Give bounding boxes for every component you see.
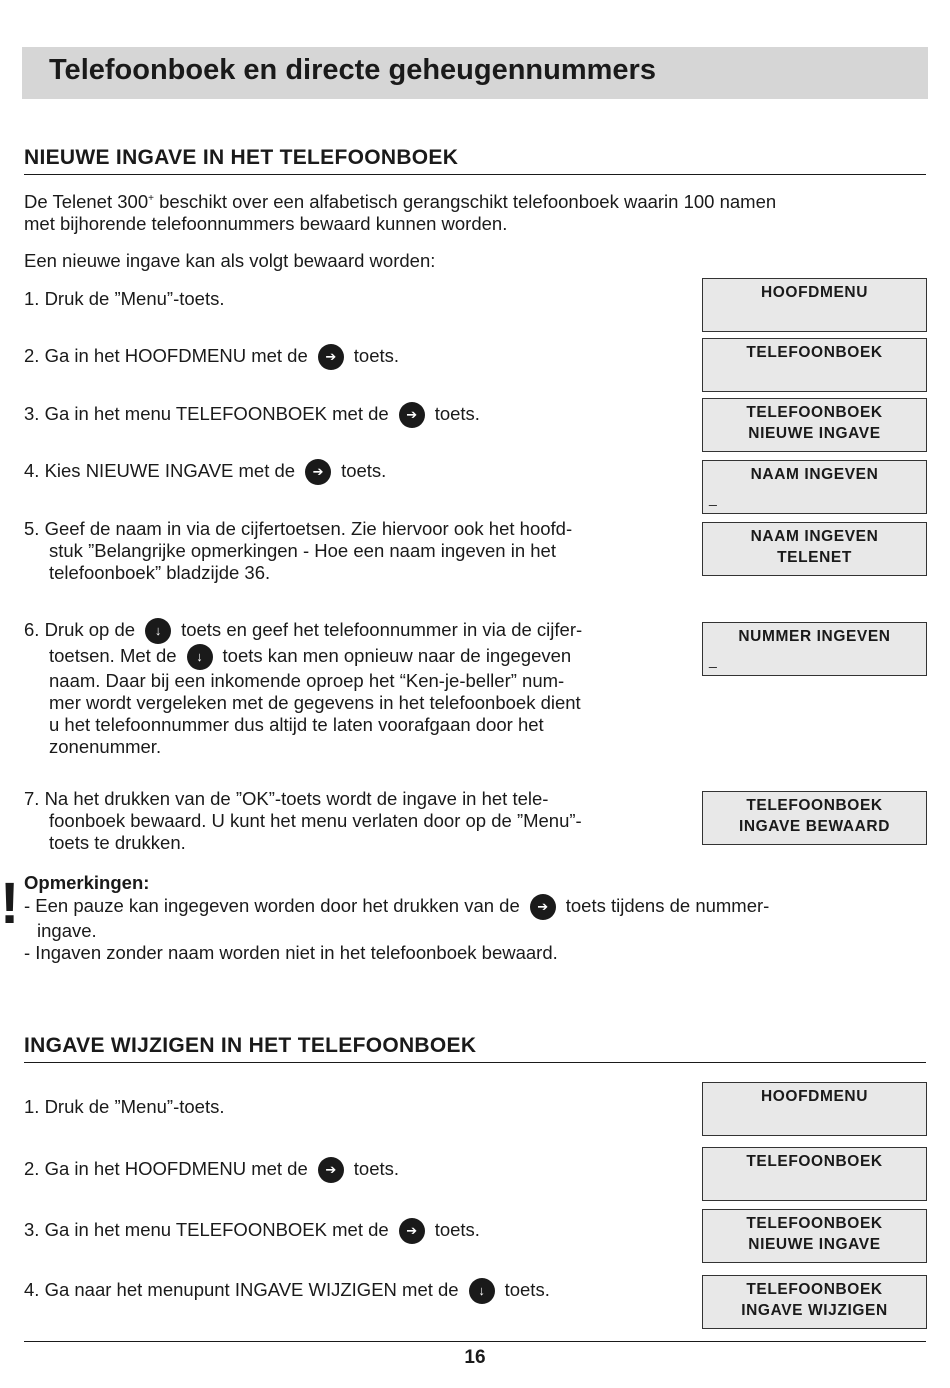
display-phonebook: TELEFOONBOEK xyxy=(702,338,927,392)
intro-text-2: Een nieuwe ingave kan als volgt bewaard worden: xyxy=(24,250,436,271)
display-main-menu: HOOFDMENU xyxy=(702,1082,927,1136)
cursor: _ xyxy=(709,490,718,506)
step-4: 4. Ga naar het menupunt INGAVE WIJZIGEN met de ↓ toets. xyxy=(24,1278,684,1304)
right-arrow-icon: ➔ xyxy=(318,1157,344,1183)
right-arrow-icon: ➔ xyxy=(318,344,344,370)
display-enter-number: NUMMER INGEVEN _ xyxy=(702,622,927,676)
down-arrow-icon: ↓ xyxy=(187,644,213,670)
step-1: 1. Druk de ”Menu”-toets. xyxy=(24,288,225,309)
step-3: 3. Ga in het menu TELEFOONBOEK met de ➔ toets. xyxy=(24,402,684,428)
display-main-menu: HOOFDMENU xyxy=(702,278,927,332)
page-number: 16 xyxy=(464,1347,486,1368)
step-7: 7. Na het drukken van de ”OK”-toets wordt de ingave in het tele- foonboek bewaard. U kunt het menu verlaten door op de ”Menu”- toets te drukken. xyxy=(24,788,582,853)
step-2: 2. Ga in het HOOFDMENU met de ➔ toets. xyxy=(24,1157,684,1183)
display-phonebook-new-entry: TELEFOONBOEK NIEUWE INGAVE xyxy=(702,1209,927,1263)
step-6: 6. Druk op de ↓ toets en geef het telefoonnummer in via de cijfer- toetsen. Met de ↓ toets kan men opnieuw naar de ingegeven naam. Daar bij een inkomende oproep het “Ken-je-beller” num- mer wordt vergeleken met de gegevens in het telefoonboek dient u het telefoonnummer dus altijd te laten voorafgaan door het zonenummer. xyxy=(24,618,583,757)
display-phonebook-edit-entry: TELEFOONBOEK INGAVE WIJZIGEN xyxy=(702,1275,927,1329)
step-1: 1. Druk de ”Menu”-toets. xyxy=(24,1096,225,1117)
down-arrow-icon: ↓ xyxy=(469,1278,495,1304)
footer-rule xyxy=(24,1341,926,1342)
step-5: 5. Geef de naam in via de cijfertoetsen. Zie hiervoor ook het hoofd- stuk ”Belangrijke opmerkingen - Hoe een naam ingeven in het telefoonboek” bladzijde 36. xyxy=(24,518,573,583)
step-2: 2. Ga in het HOOFDMENU met de ➔ toets. xyxy=(24,344,684,370)
display-phonebook-new-entry: TELEFOONBOEK NIEUWE INGAVE xyxy=(702,398,927,452)
right-arrow-icon: ➔ xyxy=(399,402,425,428)
step-3: 3. Ga in het menu TELEFOONBOEK met de ➔ toets. xyxy=(24,1218,684,1244)
display-phonebook: TELEFOONBOEK xyxy=(702,1147,927,1201)
section-heading-edit-entry: INGAVE WIJZIGEN IN HET TELEFOONBOEK xyxy=(24,1034,926,1063)
right-arrow-icon: ➔ xyxy=(530,894,556,920)
notes: Opmerkingen: - Een pauze kan ingegeven worden door het drukken van de ➔ toets tijdens de nummer- ingave. - Ingaven zonder naam worden niet in het telefoonboek bewaard. xyxy=(24,872,770,963)
section-heading-new-entry: NIEUWE INGAVE IN HET TELEFOONBOEK xyxy=(24,146,926,175)
display-enter-name: NAAM INGEVEN _ xyxy=(702,460,927,514)
display-enter-name-telenet: NAAM INGEVEN TELENET xyxy=(702,522,927,576)
page-title: Telefoonboek en directe geheugennummers xyxy=(49,54,656,86)
cursor: _ xyxy=(709,652,718,668)
page-header xyxy=(22,47,928,99)
right-arrow-icon: ➔ xyxy=(399,1218,425,1244)
exclamation-icon: ! xyxy=(0,871,20,936)
intro-text: De Telenet 300+ beschikt over een alfabetisch gerangschikt telefoonboek waarin 100 namen met bijhorende telefoonnummers bewaard kunnen worden. xyxy=(24,191,777,235)
step-4: 4. Kies NIEUWE INGAVE met de ➔ toets. xyxy=(24,459,684,485)
down-arrow-icon: ↓ xyxy=(145,618,171,644)
notes-title: Opmerkingen: xyxy=(24,872,150,893)
display-entry-saved: TELEFOONBOEK INGAVE BEWAARD xyxy=(702,791,927,845)
right-arrow-icon: ➔ xyxy=(305,459,331,485)
